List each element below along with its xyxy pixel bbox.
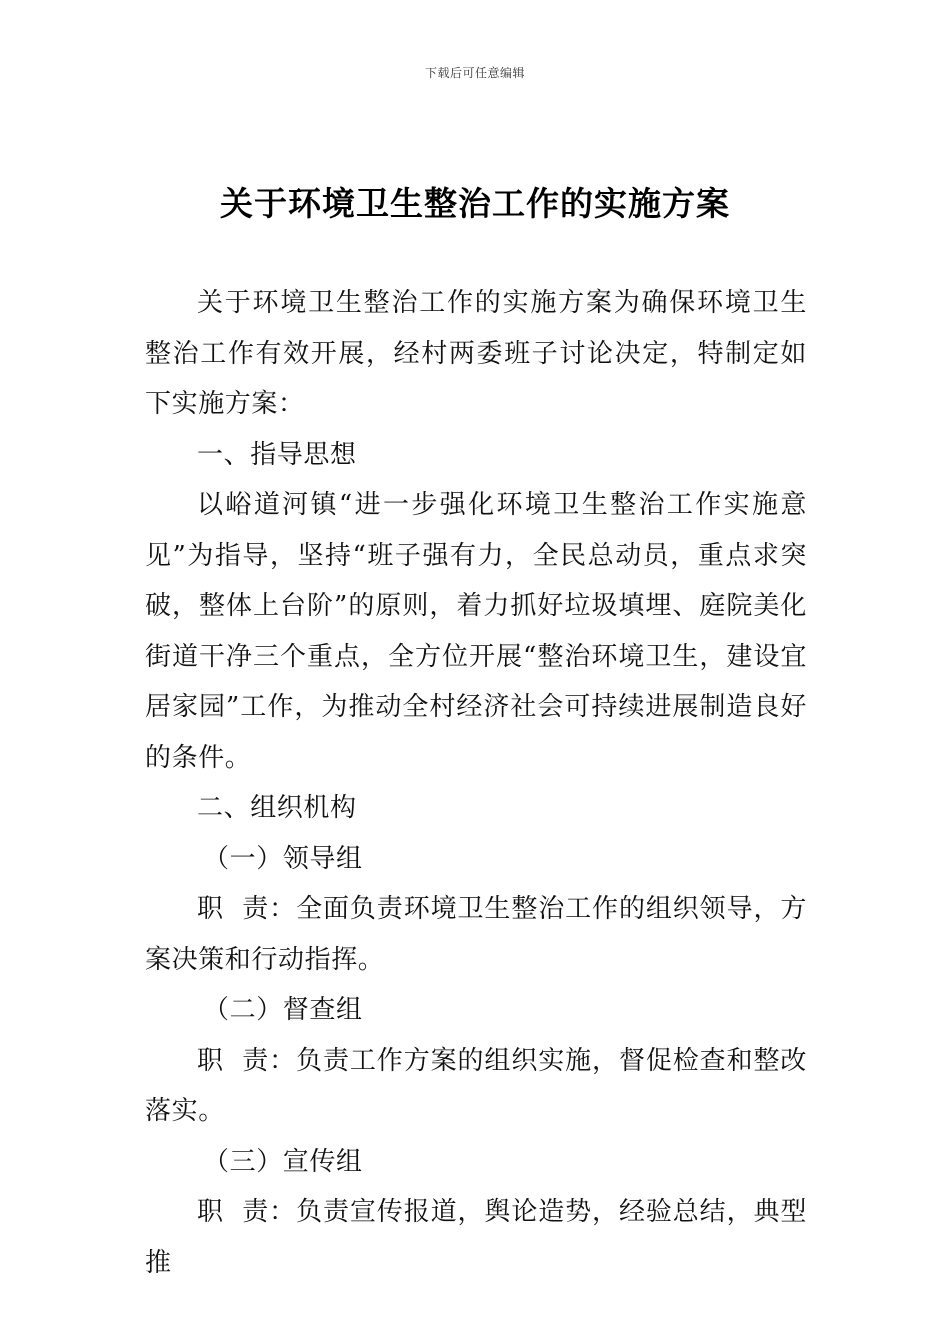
subsection-heading-inspection-group: （二）督查组 [203, 995, 363, 1025]
document-title: 关于环境卫生整治工作的实施方案 [220, 184, 730, 223]
section-heading-organization: 二、组织机构 [197, 793, 357, 823]
inspection-group-duties: 职 责：负责工作方案的组织实施，督促检查和整改落实。 [145, 1045, 807, 1126]
intro-paragraph: 关于环境卫生整治工作的实施方案为确保环境卫生整治工作有效开展，经村两委班子讨论决定，特制定如下实施方案： [145, 288, 807, 419]
leadership-group-duties: 职 责：全面负责环境卫生整治工作的组织领导，方案决策和行动指挥。 [145, 894, 807, 975]
subsection-heading-publicity-group: （三）宣传组 [203, 1146, 363, 1177]
header-note: 下载后可任意编辑 [424, 66, 525, 80]
subsection-heading-leadership-group: （一）领导组 [203, 843, 363, 874]
guiding-ideology-paragraph: 以峪道河镇“进一步强化环境卫生整治工作实施意见”为指导，坚持“班子强有力，全民总动员，重点求突破，整体上台阶”的原则，着力抓好垃圾填埋、庭院美化街道干净三个重点，全方位开展“整治环境卫生，建设宜居家园”工作，为推动全村经济社会可持续进展制造良好的条件。 [145, 490, 807, 773]
document-body [145, 278, 807, 1288]
publicity-group-duties: 职 责：负责宣传报道，舆论造势，经验总结，典型推 [145, 1197, 807, 1278]
section-heading-guiding-ideology: 一、指导思想 [197, 439, 357, 470]
